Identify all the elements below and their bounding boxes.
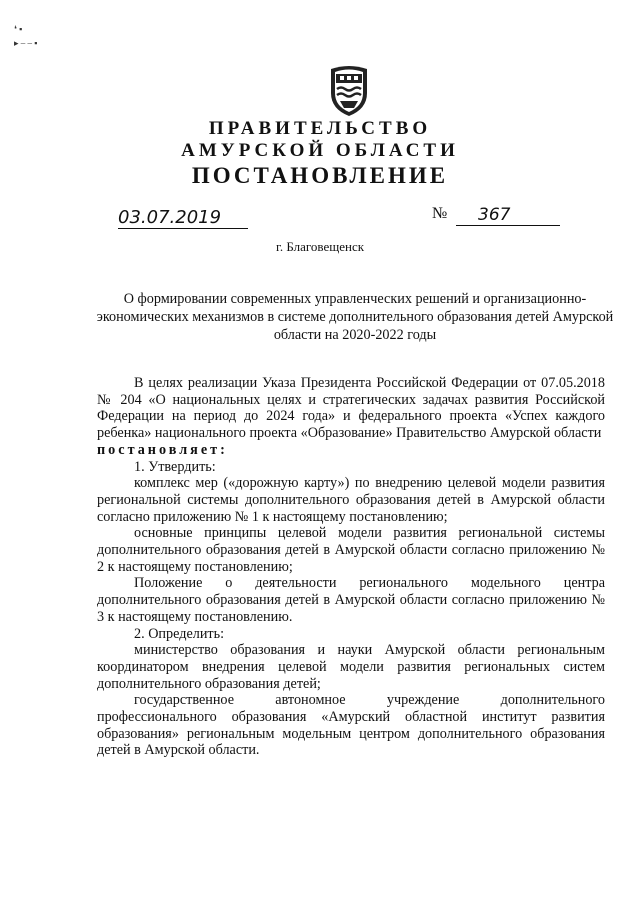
city: г. Благовещенск (275, 239, 365, 254)
government-name-line1: ПРАВИТЕЛЬСТВО (208, 118, 432, 139)
document-title: О формировании современных управленческих решений и организационно-экономических механизмов в системе дополнительного образования детей Амурской области на 2020-2022 годы (96, 291, 614, 343)
coat-of-arms-emblem (326, 63, 372, 117)
government-name-line2: АМУРСКОЙ ОБЛАСТИ (181, 140, 459, 161)
item-2a-paragraph: министерство образования и науки Амурской области региональным координатором внедрения целевой модели развития региональных систем дополнительного образования детей; (97, 642, 605, 692)
number-label: № (432, 205, 448, 222)
item-2-heading: 2. Определить: (134, 625, 225, 642)
item-2b-paragraph: государственное автономное учреждение дополнительного профессионального образования «Амурский областной институт развития образования» региональным модельным центром дополнительного образования детей в Амурской области. (97, 692, 605, 759)
document-type: ПОСТАНОВЛЕНИЕ (191, 163, 449, 188)
document-number: 367 (456, 205, 560, 226)
resolves-heading: постановляет: (97, 441, 228, 458)
item-1a-paragraph: комплекс мер («дорожную карту») по внедрению целевой модели развития региональной системы дополнительного образования детей в Амурской области согласно приложению № 1 к настоящему постановлению; (97, 475, 605, 525)
preamble-paragraph: В целях реализации Указа Президента Российской Федерации от 07.05.2018 № 204 «О национальных целях и стратегических задачах развития Российской Федерации на период до 2024 года» и федерального проекта «Успех каждого ребенка» национального проекта «Образование» Правительство Амурской области (97, 375, 605, 442)
item-1-heading: 1. Утвердить: (134, 458, 216, 475)
document-date: 03.07.2019 (118, 207, 248, 229)
scan-corner-marks: ❛ ▪ ▸ ‒ ‒ ▪ (14, 24, 38, 48)
item-1c-paragraph: Положение о деятельности регионального модельного центра дополнительного образования детей в Амурской области согласно приложению № 3 к настоящему постановлению. (97, 575, 605, 625)
document-body (97, 375, 605, 759)
item-1b-paragraph: основные принципы целевой модели развития региональной системы дополнительного образования детей в Амурской области согласно приложению № 2 к настоящему постановлению; (97, 525, 605, 575)
